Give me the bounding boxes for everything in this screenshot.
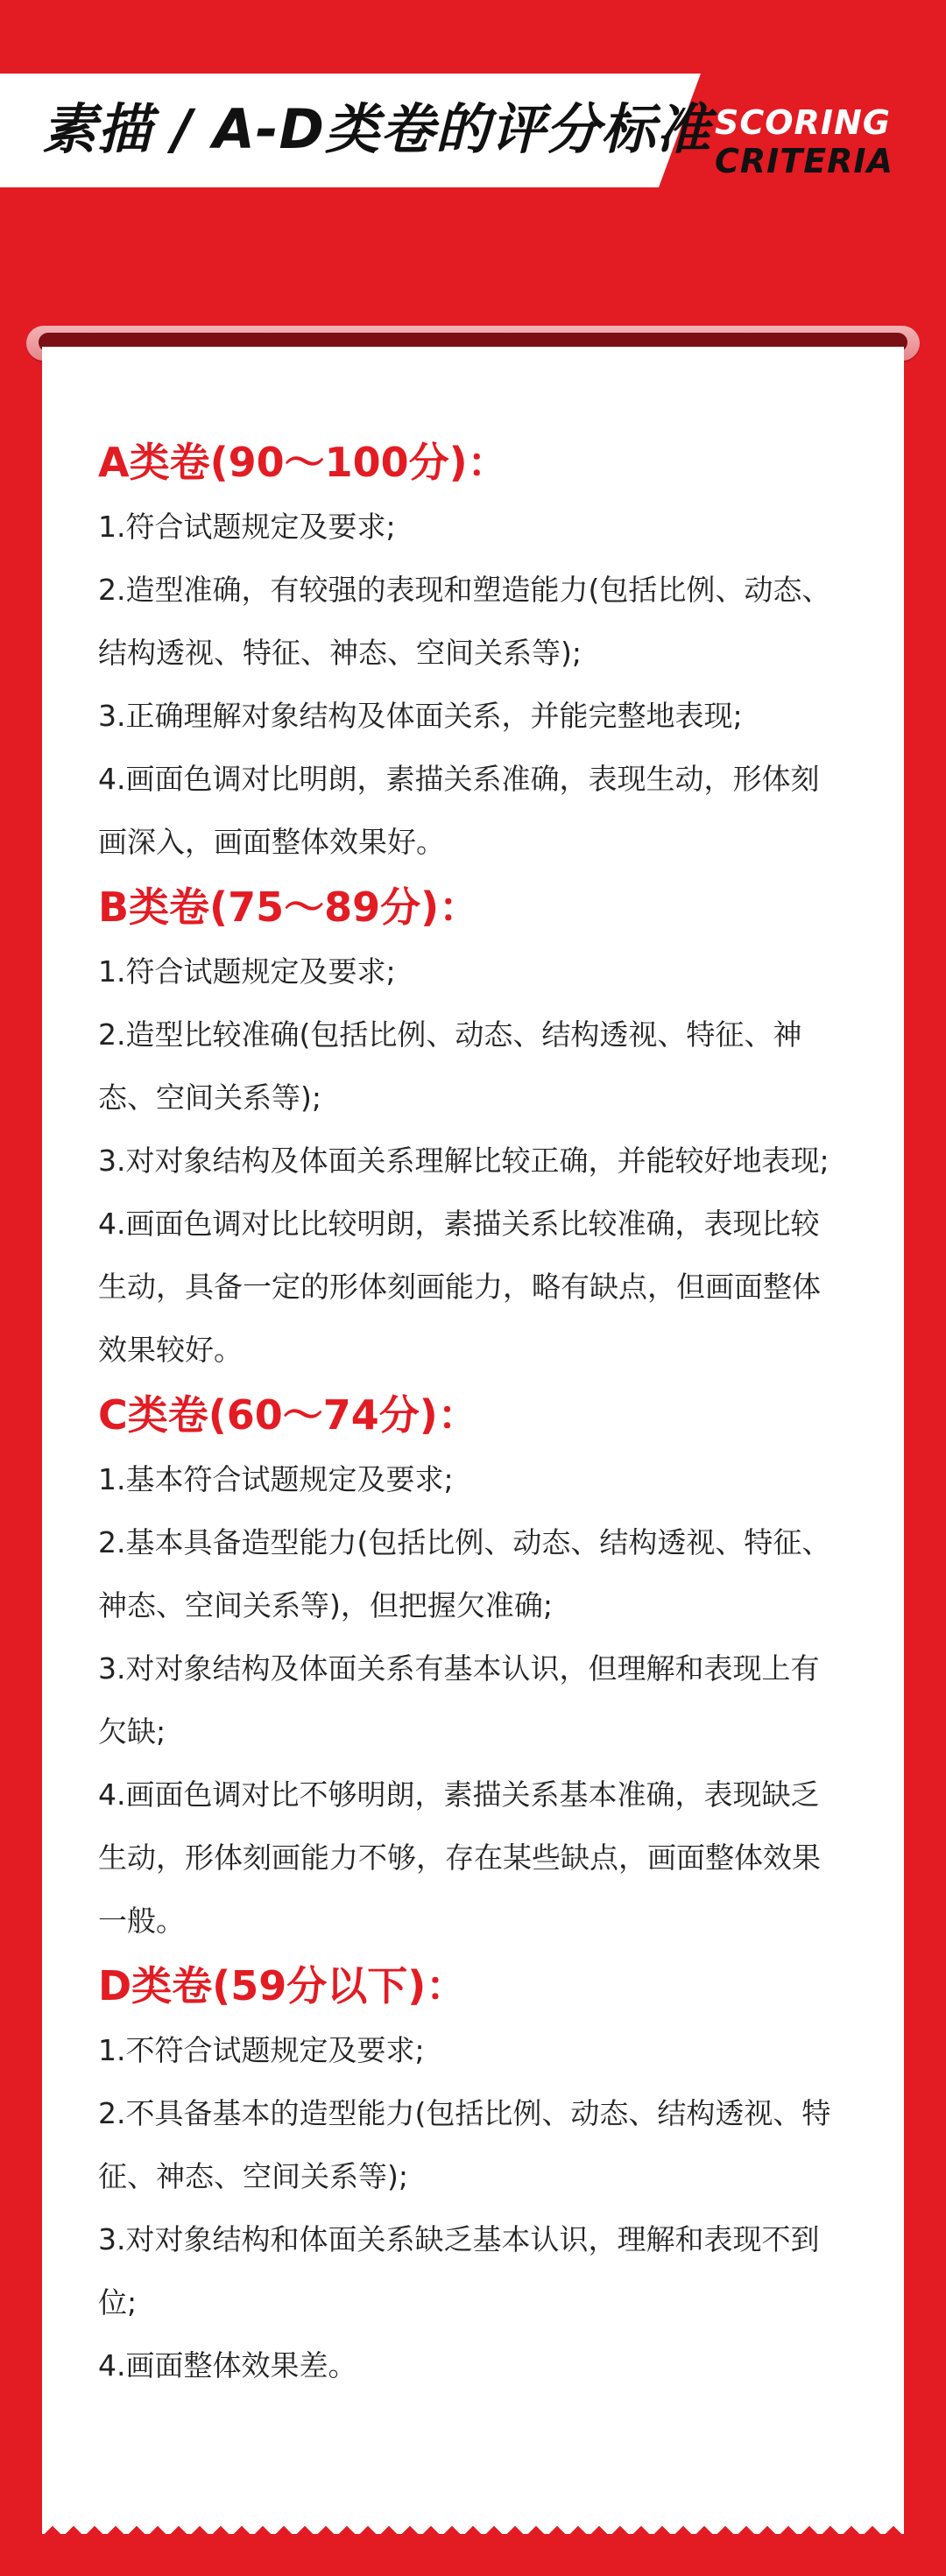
section-title: D类卷(59分以下)： — [98, 1962, 467, 2009]
criteria-item: 4.画面色调对比不够明朗，素描关系基本准确，表现缺乏生动，形体刻画能力不够，存在某些缺点，画面整体效果一般。 — [98, 1777, 821, 1938]
page-subtitle — [715, 103, 893, 180]
criteria-item: 4.画面色调对比明朗，素描关系准确，表现生动，形体刻画深入，画面整体效果好。 — [98, 762, 820, 859]
criteria-item: 1.符合试题规定及要求; — [98, 954, 396, 989]
paper-torn-edge — [42, 2518, 904, 2534]
subtitle-line-2: CRITERIA — [715, 142, 893, 180]
section-b — [98, 874, 844, 1382]
criteria-item: 2.造型准确，有较强的表现和塑造能力(包括比例、动态、结构透视、特征、神态、空间关系等); — [98, 573, 831, 670]
criteria-item: 1.基本符合试题规定及要求; — [98, 1462, 454, 1496]
section-title: B类卷(75～89分)： — [98, 883, 480, 931]
page-title: 素描 / A-D类卷的评分标准 — [42, 97, 711, 161]
section-title: A类卷(90～100分)： — [98, 439, 508, 486]
criteria-item: 2.造型比较准确(包括比例、动态、结构透视、特征、神态、空间关系等); — [98, 1017, 802, 1115]
criteria-item: 2.不具备基本的造型能力(包括比例、动态、结构透视、特征、神态、空间关系等); — [98, 2096, 831, 2193]
section-c — [98, 1382, 844, 1953]
criteria-item: 1.符合试题规定及要求; — [98, 510, 396, 544]
criteria-item: 4.画面整体效果差。 — [98, 2348, 357, 2382]
section-a — [98, 429, 844, 874]
subtitle-line-1: SCORING — [715, 103, 891, 142]
criteria-item: 3.对对象结构及体面关系有基本认识，但理解和表现上有欠缺; — [98, 1651, 820, 1749]
section-d — [98, 1953, 844, 2397]
criteria-item: 3.正确理解对象结构及体面关系，并能完整地表现; — [98, 699, 743, 733]
criteria-content — [98, 429, 844, 2397]
criteria-item: 3.对对象结构及体面关系理解比较正确，并能较好地表现; — [98, 1144, 830, 1178]
section-title: C类卷(60～74分)： — [98, 1391, 478, 1439]
criteria-item: 3.对对象结构和体面关系缺乏基本认识，理解和表现不到位; — [98, 2222, 820, 2319]
criteria-item: 1.不符合试题规定及要求; — [98, 2033, 425, 2067]
criteria-item: 2.基本具备造型能力(包括比例、动态、结构透视、特征、神态、空间关系等)，但把握欠准确; — [98, 1525, 831, 1622]
criteria-item: 4.画面色调对比比较明朗，素描关系比较准确，表现比较生动，具备一定的形体刻画能力，略有缺点，但画面整体效果较好。 — [98, 1207, 821, 1367]
